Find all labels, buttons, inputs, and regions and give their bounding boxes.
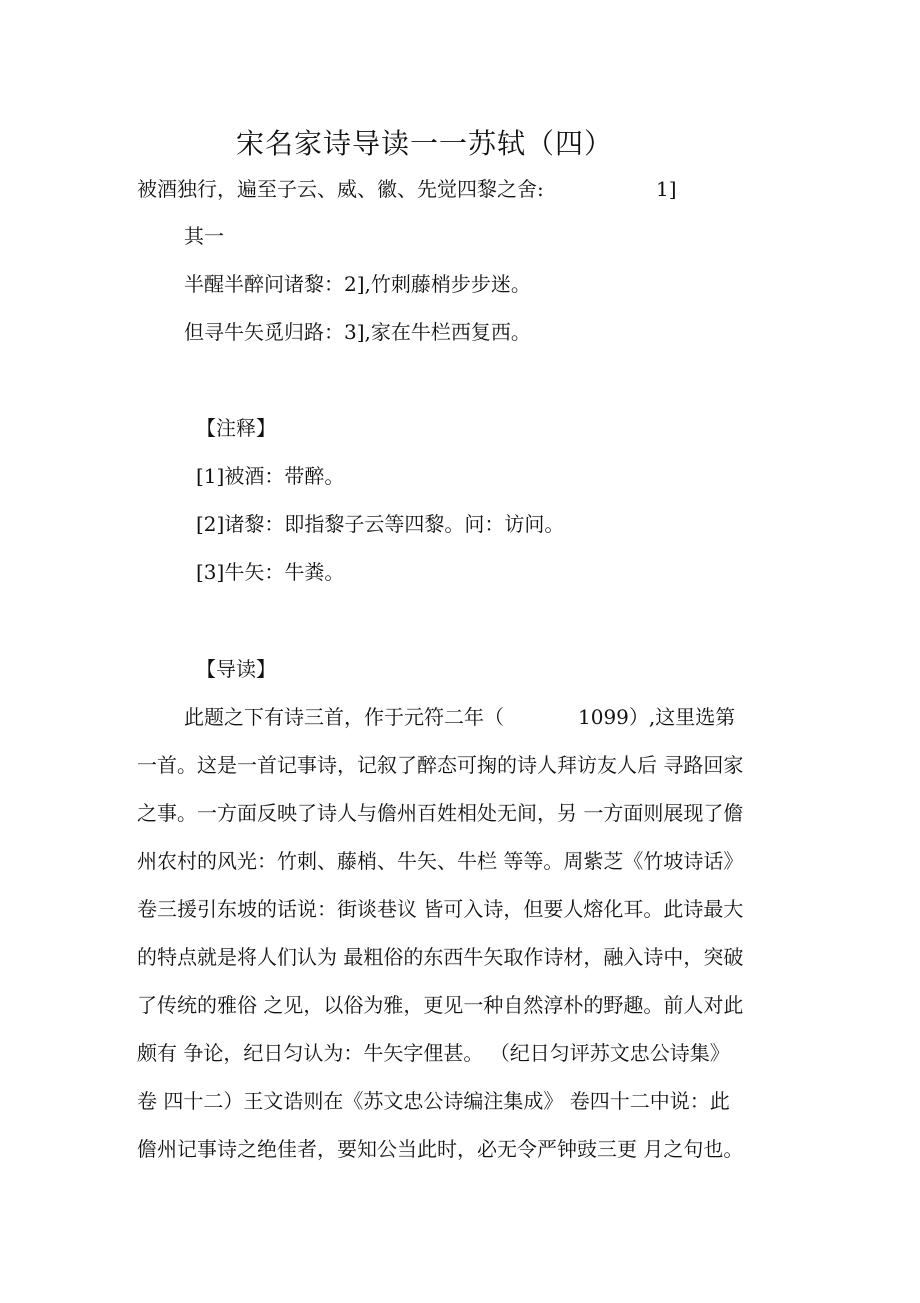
reading-line: 州农村的风光：竹刺、藤梢、牛矢、牛栏 等等。周紫芝《竹坡诗话》 [137, 849, 744, 873]
reading-line: 之事。一方面反映了诗人与儋州百姓相处无间，另 一方面则展现了儋 [137, 801, 744, 825]
poem-subtitle: 被酒独行，遍至子云、威、徽、先觉四黎之舍: [137, 177, 544, 201]
note-item: [2]诸黎：即指黎子云等四黎。问：访问。 [196, 512, 565, 536]
poem-heading: 其一 [184, 224, 224, 248]
reading-line: 儋州记事诗之绝佳者，要知公当此时，必无令严钟豉三更 月之句也。 [137, 1137, 744, 1161]
reading-line: 的特点就是将人们认为 最粗俗的东西牛矢取作诗材，融入诗中，突破 [137, 945, 744, 969]
reading-line: 了传统的雅俗 之见，以俗为雅，更见一种自然淳朴的野趣。前人对此 [137, 993, 744, 1017]
poem-line: 但寻牛矢觅归路：3],家在牛栏西复西。 [184, 320, 531, 344]
poem-line: 半醒半醉问诸黎：2],竹刺藤梢步步迷。 [184, 272, 531, 296]
subtitle-footnote-ref: 1] [656, 177, 677, 201]
note-item: [1]被酒：带醉。 [196, 464, 345, 488]
reading-year: 1099）,这里选第 [578, 705, 736, 729]
reading-line: 卷 四十二）王文诰则在《苏文忠公诗编注集成》 卷四十二中说：此 [137, 1089, 730, 1113]
reading-line: 颇有 争论，纪日匀认为：牛矢字俚甚。 （纪日匀评苏文忠公诗集》 [137, 1041, 730, 1065]
note-item: [3]牛矢：牛粪。 [196, 560, 345, 584]
reading-line: 卷三援引东坡的话说：街谈巷议 皆可入诗，但要人熔化耳。此诗最大 [137, 897, 744, 921]
reading-heading: 【导读】 [196, 657, 276, 681]
notes-heading: 【注释】 [196, 416, 276, 440]
reading-first-line: 此题之下有诗三首，作于元符二年（ [184, 705, 504, 729]
reading-line: 一首。这是一首记事诗，记叙了醉态可掬的诗人拜访友人后 寻路回家 [137, 753, 744, 777]
reading-body [137, 751, 797, 1171]
page-title: 宋名家诗导读一一苏轼（四） [236, 127, 614, 160]
